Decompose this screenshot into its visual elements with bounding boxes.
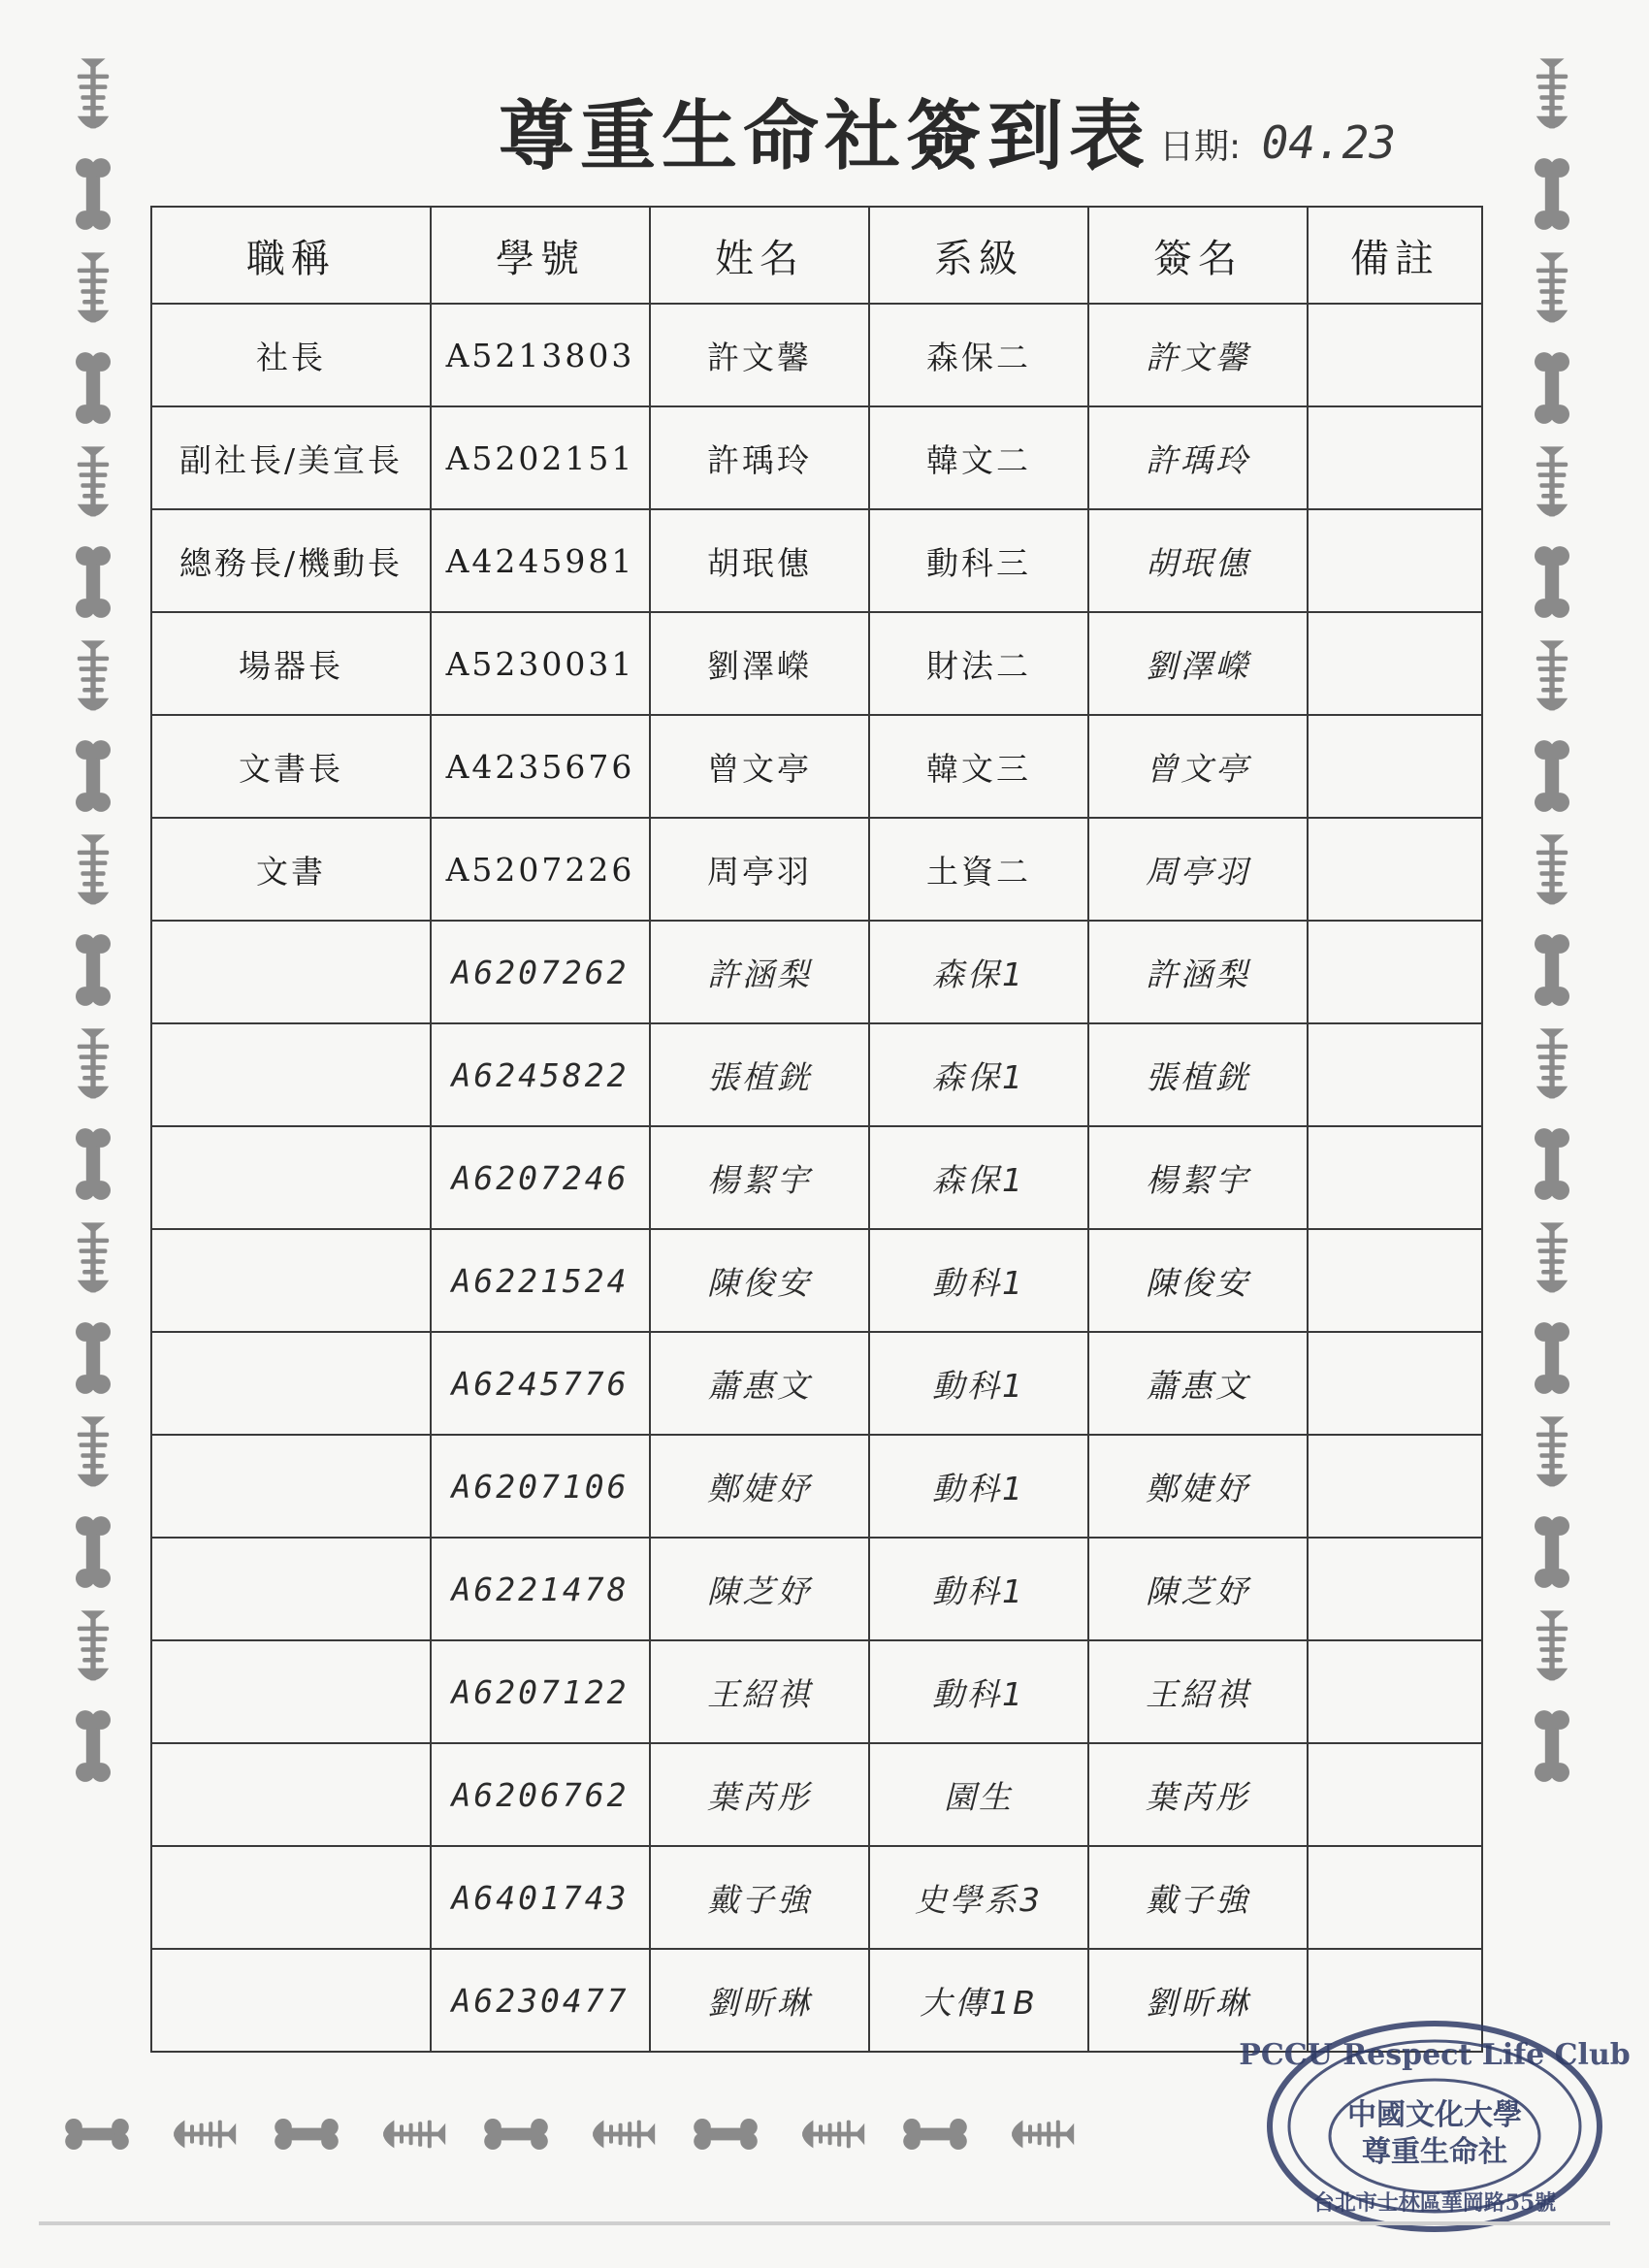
title-cell <box>151 1126 431 1229</box>
column-header-title: 職稱 <box>151 207 431 304</box>
student-id-cell: A6207262 <box>431 921 650 1023</box>
department-cell: 土資二 <box>869 818 1088 921</box>
dog-bone-icon <box>1535 1322 1569 1394</box>
name-cell: 陳俊安 <box>650 1229 869 1332</box>
title-cell <box>151 921 431 1023</box>
fish-bone-icon <box>802 2121 864 2149</box>
note-cell <box>1308 304 1482 406</box>
student-id-cell: A5202151 <box>431 406 650 509</box>
department-cell: 韓文三 <box>869 715 1088 818</box>
fish-bone-icon <box>1536 1610 1568 1680</box>
fish-bone-icon <box>78 1610 109 1680</box>
student-id-cell: A4235676 <box>431 715 650 818</box>
title-cell <box>151 1640 431 1743</box>
table-row <box>151 1332 1482 1435</box>
name-cell: 楊絜宇 <box>650 1126 869 1229</box>
department-cell: 大傳1B <box>869 1949 1088 2052</box>
table-row <box>151 1743 1482 1846</box>
column-header-student-id: 學號 <box>431 207 650 304</box>
note-cell <box>1308 921 1482 1023</box>
name-cell: 陳芝妤 <box>650 1538 869 1640</box>
page-title: 尊重生命社簽到表 <box>498 92 1150 180</box>
title-cell <box>151 1743 431 1846</box>
student-id-cell: A6207246 <box>431 1126 650 1229</box>
department-cell: 財法二 <box>869 612 1088 715</box>
department-cell: 森保1 <box>869 921 1088 1023</box>
student-id-cell: A6207122 <box>431 1640 650 1743</box>
fish-bone-icon <box>78 834 109 904</box>
column-header-signature: 簽名 <box>1088 207 1308 304</box>
department-cell: 史學系3 <box>869 1846 1088 1949</box>
table-row <box>151 715 1482 818</box>
student-id-cell: A6245776 <box>431 1332 650 1435</box>
signature-cell: 許涵梨 <box>1088 921 1308 1023</box>
student-id-cell: A6230477 <box>431 1949 650 2052</box>
department-cell: 動科1 <box>869 1332 1088 1435</box>
fish-bone-icon <box>1536 1028 1568 1098</box>
dog-bone-icon <box>1535 1128 1569 1200</box>
signature-cell: 曾文亭 <box>1088 715 1308 818</box>
note-cell <box>1308 406 1482 509</box>
scan-edge-line <box>39 2221 1610 2225</box>
table-row <box>151 406 1482 509</box>
note-cell <box>1308 1126 1482 1229</box>
department-cell: 園生 <box>869 1743 1088 1846</box>
dog-bone-icon <box>903 2119 967 2150</box>
fish-bone-icon <box>78 1028 109 1098</box>
department-cell: 韓文二 <box>869 406 1088 509</box>
note-cell <box>1308 818 1482 921</box>
title-cell <box>151 1846 431 1949</box>
note-cell <box>1308 1023 1482 1126</box>
table-row <box>151 1640 1482 1743</box>
student-id-cell: A6221524 <box>431 1229 650 1332</box>
dog-bone-icon <box>1535 1516 1569 1588</box>
table-row <box>151 1435 1482 1538</box>
student-id-cell: A6206762 <box>431 1743 650 1846</box>
title-cell <box>151 1435 431 1538</box>
title-cell: 副社長/美宣長 <box>151 406 431 509</box>
stamp-line2: 尊重生命社 <box>1362 2135 1507 2169</box>
title-cell <box>151 1023 431 1126</box>
table-row <box>151 612 1482 715</box>
dog-bone-icon <box>1535 740 1569 812</box>
attendance-table <box>150 206 1483 2053</box>
table-row <box>151 818 1482 921</box>
dog-bone-icon <box>1535 352 1569 424</box>
signature-cell: 胡珉僡 <box>1088 509 1308 612</box>
fish-bone-icon <box>1012 2121 1074 2149</box>
dog-bone-icon <box>1535 934 1569 1006</box>
dog-bone-icon <box>694 2119 758 2150</box>
date-field <box>1159 116 1396 169</box>
column-header-department: 系級 <box>869 207 1088 304</box>
signature-cell: 鄭婕妤 <box>1088 1435 1308 1538</box>
fish-bone-icon <box>1536 834 1568 904</box>
name-cell: 戴子強 <box>650 1846 869 1949</box>
note-cell <box>1308 1743 1482 1846</box>
note-cell <box>1308 715 1482 818</box>
signature-cell: 陳俊安 <box>1088 1229 1308 1332</box>
student-id-cell: A6401743 <box>431 1846 650 1949</box>
student-id-cell: A5207226 <box>431 818 650 921</box>
department-cell: 動科1 <box>869 1435 1088 1538</box>
club-seal-stamp <box>1239 2016 1631 2237</box>
fish-bone-icon <box>383 2121 445 2149</box>
name-cell: 周亭羽 <box>650 818 869 921</box>
dog-bone-icon <box>76 1128 111 1200</box>
dog-bone-icon <box>76 352 111 424</box>
department-cell: 森保二 <box>869 304 1088 406</box>
fish-bone-icon <box>174 2121 236 2149</box>
fish-bone-icon <box>1536 446 1568 516</box>
name-cell: 王紹祺 <box>650 1640 869 1743</box>
table-row <box>151 1846 1482 1949</box>
title-cell <box>151 1229 431 1332</box>
right-border-decoration <box>1513 58 1591 1824</box>
dog-bone-icon <box>76 1516 111 1588</box>
dog-bone-icon <box>275 2119 339 2150</box>
department-cell: 動科三 <box>869 509 1088 612</box>
signature-cell: 楊絜宇 <box>1088 1126 1308 1229</box>
table-header-row <box>151 207 1482 304</box>
dog-bone-icon <box>65 2119 129 2150</box>
note-cell <box>1308 1229 1482 1332</box>
name-cell: 鄭婕妤 <box>650 1435 869 1538</box>
signature-cell: 戴子強 <box>1088 1846 1308 1949</box>
department-cell: 動科1 <box>869 1538 1088 1640</box>
note-cell <box>1308 1538 1482 1640</box>
fish-bone-icon <box>78 1416 109 1486</box>
name-cell: 葉芮彤 <box>650 1743 869 1846</box>
fish-bone-icon <box>1536 252 1568 322</box>
dog-bone-icon <box>76 1322 111 1394</box>
name-cell: 劉澤嶸 <box>650 612 869 715</box>
fish-bone-icon <box>78 252 109 322</box>
note-cell <box>1308 1640 1482 1743</box>
note-cell <box>1308 1846 1482 1949</box>
title-cell: 總務長/機動長 <box>151 509 431 612</box>
title-cell: 文書 <box>151 818 431 921</box>
signature-cell: 張植銧 <box>1088 1023 1308 1126</box>
student-id-cell: A5213803 <box>431 304 650 406</box>
table-row <box>151 1126 1482 1229</box>
department-cell: 森保1 <box>869 1126 1088 1229</box>
title-cell <box>151 1949 431 2052</box>
note-cell <box>1308 509 1482 612</box>
column-header-name: 姓名 <box>650 207 869 304</box>
name-cell: 蕭惠文 <box>650 1332 869 1435</box>
fish-bone-icon <box>1536 1416 1568 1486</box>
fish-bone-icon <box>78 1222 109 1292</box>
signature-cell: 蕭惠文 <box>1088 1332 1308 1435</box>
dog-bone-icon <box>76 740 111 812</box>
student-id-cell: A5230031 <box>431 612 650 715</box>
dog-bone-icon <box>1535 546 1569 618</box>
department-cell: 動科1 <box>869 1640 1088 1743</box>
dog-bone-icon <box>76 546 111 618</box>
date-label: 日期: <box>1159 127 1242 167</box>
name-cell: 許文馨 <box>650 304 869 406</box>
fish-bone-icon <box>1536 640 1568 710</box>
dog-bone-icon <box>484 2119 548 2150</box>
student-id-cell: A6207106 <box>431 1435 650 1538</box>
name-cell: 曾文亭 <box>650 715 869 818</box>
bottom-border-decoration <box>58 2105 1125 2163</box>
title-cell: 文書長 <box>151 715 431 818</box>
title-cell <box>151 1332 431 1435</box>
title-cell <box>151 1538 431 1640</box>
department-cell: 動科1 <box>869 1229 1088 1332</box>
signature-cell: 許瑀玲 <box>1088 406 1308 509</box>
fish-bone-icon <box>1536 1222 1568 1292</box>
note-cell <box>1308 612 1482 715</box>
note-cell <box>1308 1332 1482 1435</box>
name-cell: 許瑀玲 <box>650 406 869 509</box>
table-row <box>151 1229 1482 1332</box>
left-border-decoration <box>54 58 132 1824</box>
stamp-line1: 中國文化大學 <box>1347 2098 1522 2132</box>
dog-bone-icon <box>76 934 111 1006</box>
table-row <box>151 1023 1482 1126</box>
name-cell: 胡珉僡 <box>650 509 869 612</box>
dog-bone-icon <box>1535 1710 1569 1782</box>
title-cell: 場器長 <box>151 612 431 715</box>
table-row <box>151 1538 1482 1640</box>
student-id-cell: A4245981 <box>431 509 650 612</box>
signature-cell: 陳芝妤 <box>1088 1538 1308 1640</box>
table-row <box>151 509 1482 612</box>
fish-bone-icon <box>78 640 109 710</box>
title-cell: 社長 <box>151 304 431 406</box>
stamp-outer-text: PCCU Respect Life Club <box>1239 2038 1631 2072</box>
signature-cell: 劉澤嶸 <box>1088 612 1308 715</box>
table-row <box>151 304 1482 406</box>
stamp-line3: 台北市士林區華岡路55號 <box>1312 2190 1557 2216</box>
fish-bone-icon <box>593 2121 655 2149</box>
signature-cell: 周亭羽 <box>1088 818 1308 921</box>
department-cell: 森保1 <box>869 1023 1088 1126</box>
column-header-note: 備註 <box>1308 207 1482 304</box>
signature-cell: 王紹祺 <box>1088 1640 1308 1743</box>
student-id-cell: A6221478 <box>431 1538 650 1640</box>
signature-cell: 許文馨 <box>1088 304 1308 406</box>
name-cell: 劉昕琳 <box>650 1949 869 2052</box>
student-id-cell: A6245822 <box>431 1023 650 1126</box>
signature-cell: 葉芮彤 <box>1088 1743 1308 1846</box>
fish-bone-icon <box>78 446 109 516</box>
table-row <box>151 921 1482 1023</box>
dog-bone-icon <box>76 1710 111 1782</box>
name-cell: 許涵梨 <box>650 921 869 1023</box>
name-cell: 張植銧 <box>650 1023 869 1126</box>
note-cell <box>1308 1435 1482 1538</box>
date-value: 04.23 <box>1261 116 1397 169</box>
signature-cell: 劉昕琳 <box>1088 1949 1308 2052</box>
